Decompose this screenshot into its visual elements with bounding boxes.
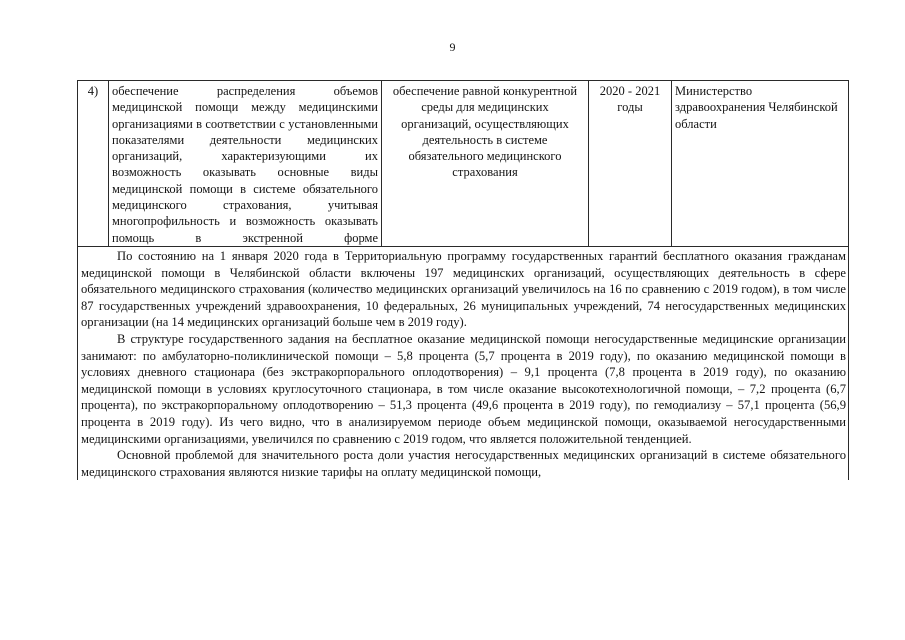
text-row [78, 246, 849, 480]
table-row [78, 81, 849, 247]
paragraph: По состоянию на 1 января 2020 года в Территориальную программу государственных гарантий бесплатного оказания гражданам медицинской помощи в Челябинской области включены 197 медицинских организаций, осуществляющих деятельность в сфере обязательного медицинского страхования (количество медицинских организаций увеличилось на 16 по сравнению с 2019 годом), в том числе 87 государственных учреждений здравоохранения, 10 федеральных, 26 муниципальных учреждений, 74 негосударственных медицинских организации (на 14 медицинских организаций больше чем в 2019 году). [81, 248, 846, 330]
task-text: обеспечение распределения объемов медицинской помощи между медицинскими организациями в соответствии с установленными показателями деятельности медицинских организаций, характеризующими их возможность оказывать основные виды медицинской помощи в системе обязательного медицинского страхования, учитывая многопрофильность и возможность оказывать помощь в экстренной форме [112, 84, 378, 245]
document-table [77, 80, 849, 480]
body-text-cell [78, 246, 849, 480]
result-cell: обеспечение равной конкурентной среды для медицинских организаций, осуществляющих деятельность в системе обязательного медицинского страхования [382, 81, 589, 247]
page-number: 9 [449, 40, 456, 54]
paragraph: В структуре государственного задания на бесплатное оказание медицинской помощи негосударственные медицинские организации занимают: по амбулаторно-поликлинической помощи – 5,8 процента (5,7 процента в 2019 году), по оказанию медицинской помощи в условиях дневного стационара (без экстракорпорального оплодотворения) – 9,1 процента (7,8 процента в 2019 году), по оказанию медицинской помощи в условиях круглосуточного стационара, в том числе оказание высокотехнологичной помощи, – 7,2 процента (6,7 процента), по экстракорпоральному оплодотворению – 51,3 процента (49,6 процента в 2019 году), по гемодиализу – 57,1 процента (56,9 процента в 2019 году). Из чего видно, что в анализируемом периоде объем медицинской помощи, оказываемой негосударственными медицинскими организациями, увеличился по сравнению с 2019 годом, что является положительной тенденцией. [81, 331, 846, 446]
paragraph: Основной проблемой для значительного роста доли участия негосударственных медицинских организаций в системе обязательного медицинского страхования являются низкие тарифы на оплату медицинской помощи, [81, 448, 846, 479]
row-number: 4) [78, 81, 109, 247]
task-cell [109, 81, 382, 247]
executor-cell: Министерство здравоохранения Челябинской области [672, 81, 849, 247]
term-cell: 2020 - 2021 годы [589, 81, 672, 247]
